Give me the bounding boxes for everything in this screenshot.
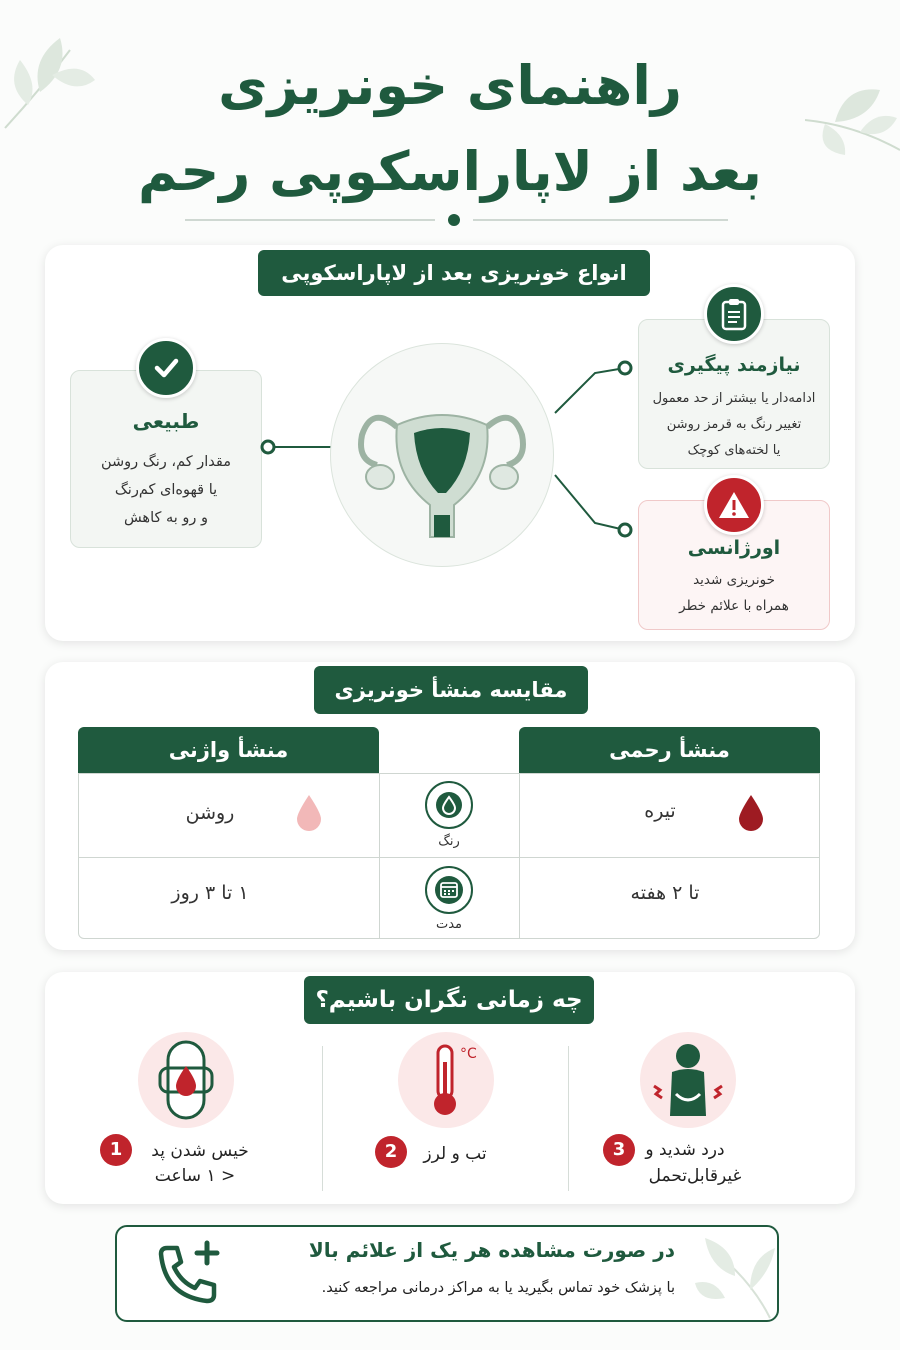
normal-title: طبیعی <box>132 409 200 433</box>
celsius-unit: °C <box>460 1046 477 1062</box>
followup-line-2: تغییر رنگ به قرمز روشن <box>666 417 802 432</box>
title-divider-dot <box>448 214 460 226</box>
clipboard-icon <box>704 284 764 344</box>
uterus-illustration <box>330 343 554 567</box>
emergency-line-2: همراه با علائم خطر <box>679 598 789 614</box>
warning-2-line1: تب و لرز <box>423 1144 487 1164</box>
row-color-uterine: تیره <box>644 800 676 822</box>
table-row-divider <box>78 857 820 858</box>
warning-icon <box>704 475 764 535</box>
followup-title: نیازمند پیگیری <box>667 354 801 376</box>
warning-divider-1 <box>322 1046 323 1191</box>
warning-3-line1: درد شدید و <box>645 1140 725 1160</box>
page-title-line2: بعد از لاپاراسکوپی رحم <box>138 140 762 203</box>
emergency-title: اورژانسی <box>687 537 781 559</box>
row-duration-label: مدت <box>435 917 463 932</box>
contact-text: با پزشک خود تماس بگیرید یا به مراکز درمانی مراجعه کنید. <box>321 1280 675 1296</box>
warning-number-1: 1 <box>100 1134 132 1166</box>
title-divider-left <box>185 219 435 221</box>
calendar-icon <box>425 866 473 914</box>
warning-number-3: 3 <box>603 1134 635 1166</box>
warning-1-line2: < ۱ ساعت <box>154 1166 236 1186</box>
col-uterine-header: منشأ رحمی <box>519 727 820 773</box>
page-title-line1: راهنمای خونریزی <box>218 54 682 117</box>
thermometer-icon <box>398 1032 494 1128</box>
followup-line-1: ادامه‌دار یا بیشتر از حد معمول <box>652 391 816 406</box>
normal-line-3: و رو به کاهش <box>123 510 209 526</box>
warning-divider-2 <box>568 1046 569 1191</box>
title-divider-right <box>473 219 728 221</box>
dark-drop-icon <box>737 793 765 831</box>
leaf-decoration-icon <box>690 1228 778 1320</box>
col-vaginal-header: منشأ واژنی <box>78 727 379 773</box>
normal-line-2: یا قهوه‌ای کم‌رنگ <box>114 482 218 498</box>
pad-icon <box>138 1032 234 1128</box>
table-col-divider-left <box>379 773 380 939</box>
table-col-divider-right <box>519 773 520 939</box>
warning-number-2: 2 <box>375 1136 407 1168</box>
phone-plus-icon <box>155 1240 225 1306</box>
row-color-vaginal: روشن <box>185 802 235 824</box>
drop-icon <box>425 781 473 829</box>
row-duration-vaginal: ۱ تا ۳ روز <box>171 882 249 904</box>
warning-3-line2: غیرقابل‌تحمل <box>648 1166 742 1186</box>
emergency-line-1: خونریزی شدید <box>693 572 775 588</box>
normal-line-1: مقدار کم، رنگ روشن <box>100 454 231 470</box>
row-duration-uterine: تا ۲ هفته <box>630 882 700 904</box>
check-icon <box>136 338 196 398</box>
warning-1-line1: خیس شدن پد <box>151 1141 249 1161</box>
types-heading: انواع خونریزی بعد از لاپاراسکوپی رحم <box>258 250 650 296</box>
comparison-heading: مقایسه منشأ خونریزی <box>314 666 588 714</box>
pain-person-icon <box>640 1032 736 1128</box>
light-drop-icon <box>295 793 323 831</box>
contact-title: در صورت مشاهده هر یک از علائم بالا <box>308 1238 675 1262</box>
followup-line-3: یا لخته‌های کوچک <box>687 443 781 458</box>
warnings-heading: چه زمانی نگران باشیم؟ <box>304 976 594 1024</box>
row-color-label: رنگ <box>438 834 460 849</box>
